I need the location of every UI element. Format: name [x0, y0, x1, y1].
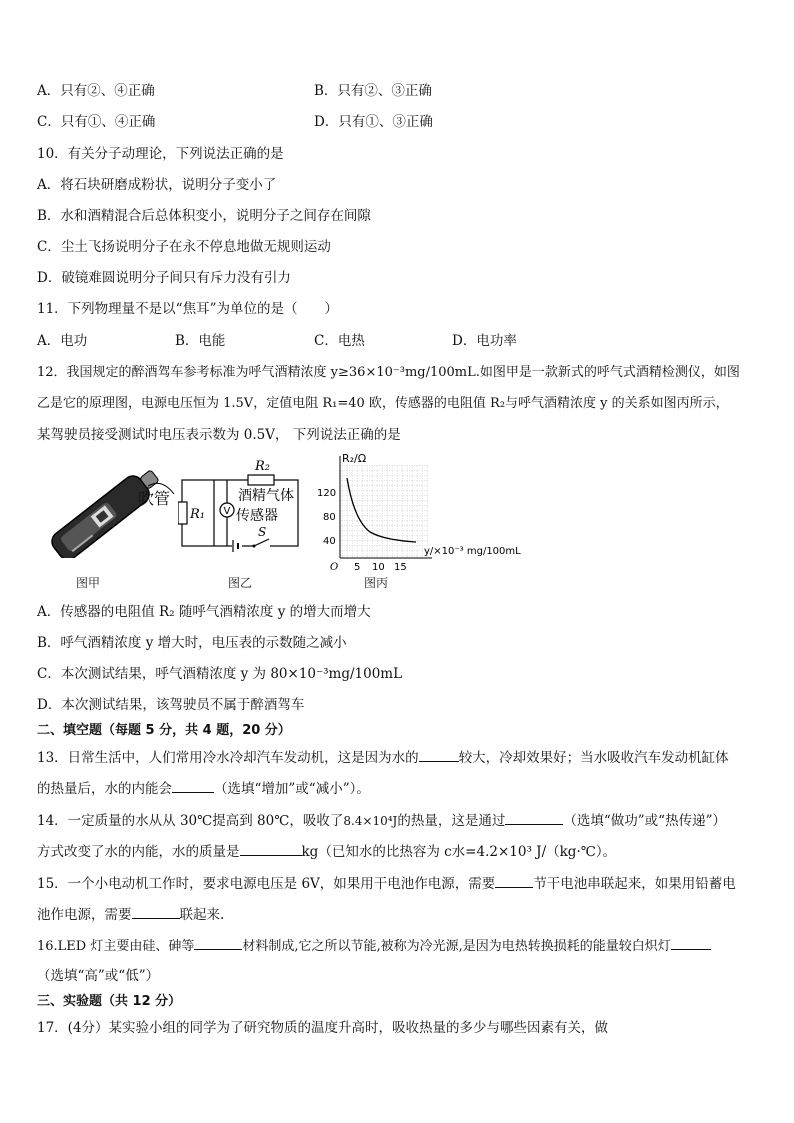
breathalyzer-figure — [36, 458, 186, 558]
q16-blank-1 — [194, 935, 242, 950]
q15-text-3: 池作电源，需要 — [37, 907, 132, 923]
fig3-xtick-2: 10 — [372, 562, 385, 572]
q12-option-d: D．本次测试结果，该驾驶员不属于醉酒驾车 — [37, 697, 305, 713]
q15-text-4: 联起来. — [179, 907, 225, 923]
q11-stem: 11．下列物理量不是以“焦耳”为单位的是（ ） — [37, 301, 338, 317]
fig3-ylabel: R₂/Ω — [342, 452, 367, 465]
q9-option-b: B．只有②、③正确 — [314, 83, 432, 99]
circuit-diagram — [178, 458, 304, 554]
fig3-caption: 图丙 — [364, 576, 389, 590]
fig2-sensor-line1: 酒精气体 — [238, 488, 294, 504]
q16-line2: （选填“高”或“低”） — [37, 968, 160, 984]
q12-option-b: B．呼气酒精浓度 y 增大时，电压表的示数随之减小 — [37, 635, 347, 651]
q11-option-d: D．电功率 — [452, 333, 517, 349]
q10-stem: 10．有关分子动理论，下列说法正确的是 — [37, 146, 284, 162]
q14-blank-2 — [240, 841, 302, 856]
fig2-switch: S — [258, 525, 267, 539]
q12-stem-line2: 乙是它的原理图，电源电压恒为 1.5V，定值电阻 R₁=40 欧，传感器的电阻值 R₂与呼气酒精浓度 y 的关系如图丙所示， — [37, 396, 729, 411]
fig3-xlabel: y/×10⁻³ mg/100mL — [424, 546, 521, 557]
q17-stem: 17．(4分）某实验小组的同学为了研究物质的温度升高时，吸收热量的多少与哪些因素有关，做 — [37, 1020, 609, 1036]
q11-option-c: C．电热 — [314, 333, 365, 349]
q9-option-d: D．只有①、③正确 — [314, 114, 433, 130]
q15-text-1: 15．一个小电动机工作时，要求电源电压是 6V，如果用干电池作电源，需要 — [37, 876, 496, 892]
q16-text-2: 材料制成,它之所以节能,被称为冷光源,是因为电热转换损耗的能量较白炽灯 — [242, 939, 671, 954]
q14-heat-value: 8.4×10⁴J — [343, 814, 398, 828]
fig3-ytick-3: 40 — [323, 536, 336, 547]
q16-blank-2 — [671, 935, 711, 950]
q15-blank-2 — [132, 904, 180, 919]
q15-line2 — [37, 904, 224, 925]
q13-text-3: 的热量后，水的内能会 — [37, 781, 172, 797]
q13-text-2: 较大，冷却效果好；当水吸收汽车发动机缸体 — [458, 750, 729, 766]
q10-option-b: B．水和酒精混合后总体积变小，说明分子之间存在间隙 — [37, 208, 371, 224]
fig2-r1: R₁ — [190, 507, 205, 522]
q12-option-c: C．本次测试结果，呼气酒精浓度 y 为 80×10⁻³mg/100mL — [37, 666, 403, 682]
section2-heading: 二、填空题（每题 5 分，共 4 题，20 分） — [37, 723, 291, 738]
q14-blank-1 — [505, 810, 563, 825]
q10-option-c: C．尘土飞扬说明分子在永不停息地做无规则运动 — [37, 239, 331, 255]
fig1-label: 吹管 — [138, 489, 171, 508]
q16-text-1: 16.LED 灯主要由硅、砷等 — [37, 939, 195, 954]
q14-text-5: c水=4.2×10³ J/（kg·℃）。 — [444, 844, 617, 860]
q12-stem-line3: 某驾驶员接受测试时电压表示数为 0.5V， 下列说法正确的是 — [37, 427, 401, 443]
q10-option-a: A．将石块研磨成粉状，说明分子变小了 — [37, 177, 277, 193]
q14-line2 — [37, 841, 616, 862]
fig1-caption: 图甲 — [76, 576, 101, 590]
fig3-origin: O — [330, 562, 339, 572]
fig2-r2: R₂ — [255, 459, 270, 474]
q14-text-3: 方式改变了水的内能，水的质量是 — [37, 844, 240, 860]
q12-option-a: A．传感器的电阻值 R₂ 随呼气酒精浓度 y 的增大而增大 — [37, 604, 371, 620]
fig3-ytick-1: 120 — [317, 488, 337, 499]
fig3-xtick-1: 5 — [354, 562, 361, 572]
fig3-ytick-2: 80 — [323, 512, 336, 523]
q13-text-4: （选填“增加”或“减小”）。 — [214, 781, 370, 797]
q14-line1 — [37, 810, 726, 831]
q14-text-1c: 的热量，这是通过 — [397, 813, 506, 829]
q16-line1 — [37, 935, 711, 957]
q12-stem-line1: 12．我国规定的醉酒驾车参考标准为呼气酒精浓度 y≥36×10⁻³mg/100mL.如图甲是一款新式的呼气式酒精检测仪，如图 — [37, 365, 740, 380]
q13-blank-1 — [419, 747, 459, 762]
q15-text-2: 节干电池串联起来，如果用铅蓄电 — [533, 876, 736, 892]
q10-option-d: D．破镜难圆说明分子间只有斥力没有引力 — [37, 270, 291, 286]
q14-text-1: 14．一定质量的水从从 30℃提高到 80℃，吸收了 — [37, 813, 344, 829]
fig2-sensor-line2: 传感器 — [236, 508, 278, 524]
resistance-graph — [312, 450, 542, 572]
fig3-xtick-3: 15 — [394, 562, 407, 572]
q13-text-1: 13．日常生活中，人们常用冷水冷却汽车发动机，这是因为水的 — [37, 750, 419, 766]
fig2-meter: V — [223, 506, 231, 517]
fig2-caption: 图乙 — [228, 576, 253, 590]
section3-heading: 三、实验题（共 12 分） — [37, 994, 182, 1009]
q11-option-b: B．电能 — [175, 333, 226, 349]
q15-line1 — [37, 873, 736, 894]
q11-option-a: A．电功 — [37, 333, 88, 349]
q9-option-a: A．只有②、④正确 — [37, 83, 155, 99]
q13-line2 — [37, 778, 370, 799]
q9-option-c: C．只有①、④正确 — [37, 114, 156, 130]
q14-text-4: kg（已知水的比热容为 — [301, 844, 440, 860]
q13-line1 — [37, 747, 729, 768]
q15-blank-1 — [495, 873, 533, 888]
q13-blank-2 — [172, 778, 214, 793]
q14-text-2: （选填“做功”或“热传递”） — [563, 813, 726, 829]
